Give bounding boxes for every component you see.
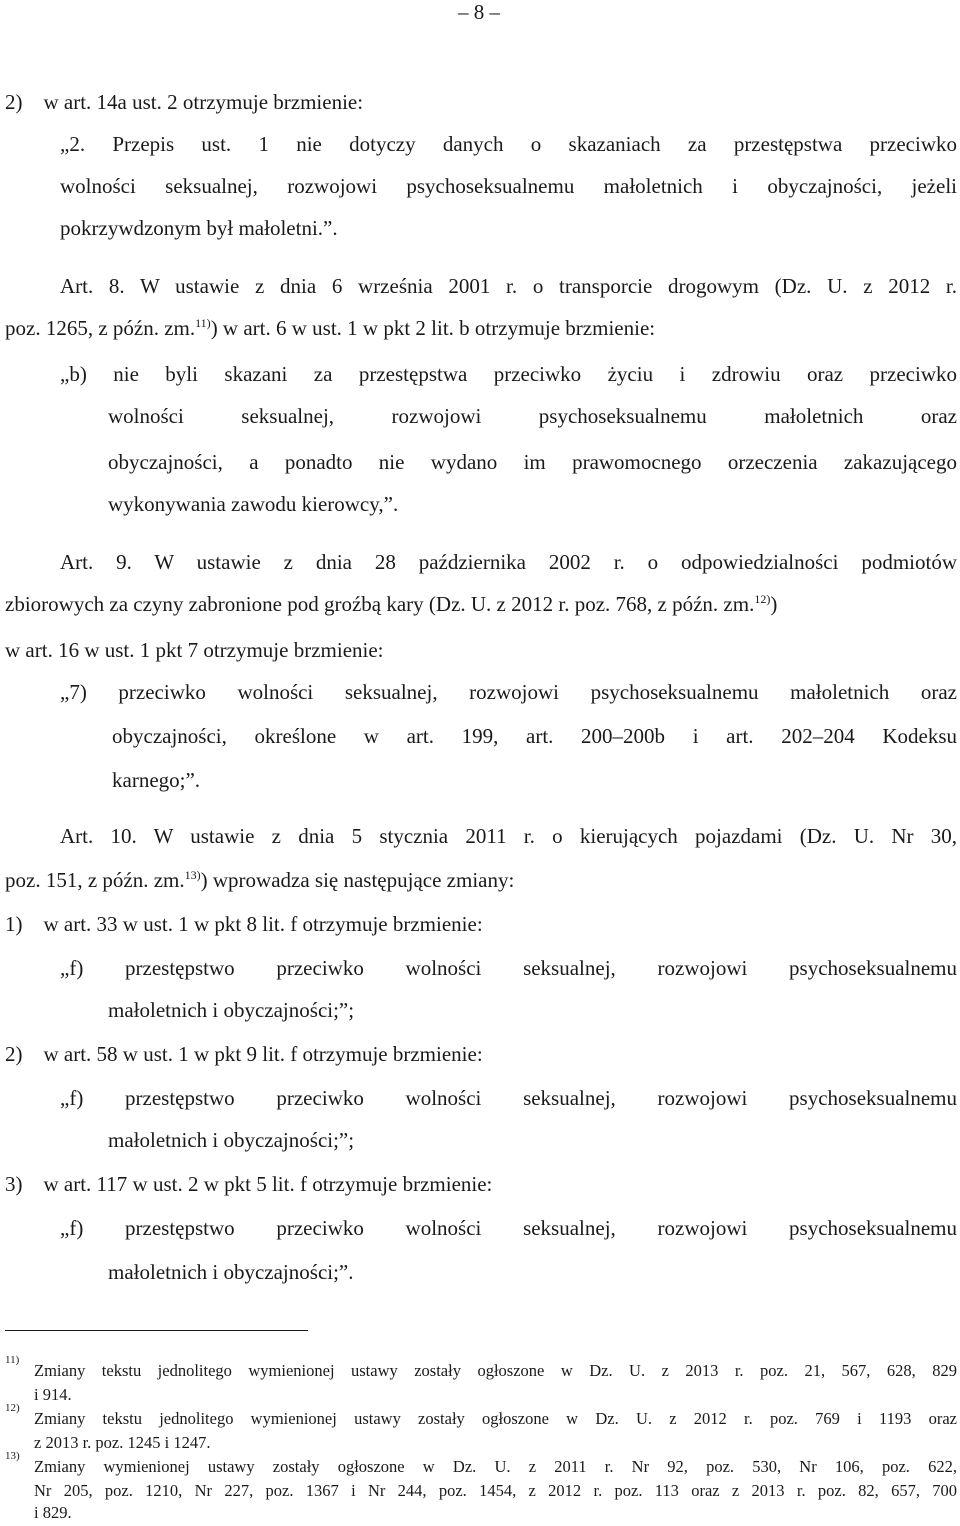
quote-line: obyczajności, określone w art. 199, art. 200–200b i art. 202–204 Kodeksu (112, 724, 957, 748)
item-3-heading: 3) w art. 117 w ust. 2 w pkt 5 lit. f otrzymuje brzmienie: (5, 1172, 493, 1196)
footnote-number: 12) (5, 1402, 20, 1414)
article-10-line: Art. 10. W ustawie z dnia 5 stycznia 2011 r. o kierujących pojazdami (Dz. U. Nr 30, (60, 824, 957, 848)
quote-line: „7) przeciwko wolności seksualnej, rozwojowi psychoseksualnemu małoletnich oraz (60, 680, 957, 704)
quote-line: obyczajności, a ponadto nie wydano im prawomocnego orzeczenia zakazującego (108, 450, 957, 474)
footnote-number: 13) (5, 1450, 20, 1462)
quote-line: małoletnich i obyczajności;”; (108, 998, 355, 1022)
quote-line: „f) przestępstwo przeciwko wolności seksualnej, rozwojowi psychoseksualnemu (60, 1086, 957, 1110)
quote-line: wolności seksualnej, rozwojowi psychoseksualnemu małoletnich i obyczajności, jeżeli (60, 174, 957, 198)
quote-line: małoletnich i obyczajności;”; (108, 1128, 355, 1152)
text-span: poz. 1265, z późn. zm. (5, 316, 196, 340)
footnote-text: Zmiany tekstu jednolitego wymienionej ustawy zostały ogłoszone w Dz. U. z 2013 r. poz. 21, 567, 628, 829 (34, 1361, 957, 1380)
text-span: ) (770, 592, 778, 616)
footnote-separator (5, 1330, 308, 1331)
footnote-text: z 2013 r. poz. 1245 i 1247. (34, 1433, 211, 1452)
quote-line: „f) przestępstwo przeciwko wolności seksualnej, rozwojowi psychoseksualnemu (60, 956, 957, 980)
quote-line: małoletnich i obyczajności;”. (108, 1260, 354, 1284)
footnote-text: Zmiany wymienionej ustawy zostały ogłoszone w Dz. U. z 2011 r. Nr 92, poz. 530, Nr 106, poz. 622, (34, 1457, 957, 1476)
footnote-ref-11: 11) (195, 316, 211, 330)
quote-line: wolności seksualnej, rozwojowi psychoseksualnemu małoletnich oraz (108, 404, 957, 428)
footnote-text: i 914. (34, 1385, 72, 1404)
quote-line: „f) przestępstwo przeciwko wolności seksualnej, rozwojowi psychoseksualnemu (60, 1216, 957, 1240)
text-span: poz. 151, z późn. zm. (5, 868, 185, 892)
footnote-number: 11) (5, 1354, 20, 1366)
text-span: ) wprowadza się następujące zmiany: (200, 868, 515, 892)
footnote-text: i 829. (34, 1503, 72, 1522)
footnote-ref-13: 13) (184, 868, 201, 882)
article-9-line (5, 590, 777, 618)
quote-line: „b) nie byli skazani za przestępstwa przeciwko życiu i zdrowiu oraz przeciwko (60, 362, 957, 386)
footnote-text: Nr 205, poz. 1210, Nr 227, poz. 1367 i Nr 244, poz. 1454, z 2012 r. poz. 113 oraz z 2013 r. poz. 82, 657, 700 (34, 1481, 957, 1500)
footnote-ref-12: 12) (754, 592, 771, 606)
quote-line: „2. Przepis ust. 1 nie dotyczy danych o skazaniach za przestępstwa przeciwko (60, 132, 957, 156)
text-span: ) w art. 6 w ust. 1 w pkt 2 lit. b otrzymuje brzmienie: (210, 316, 656, 340)
article-8-line: Art. 8. W ustawie z dnia 6 września 2001 r. o transporcie drogowym (Dz. U. z 2012 r. (60, 274, 957, 298)
article-10-line (5, 866, 514, 894)
page-number: – 8 – (458, 0, 500, 24)
item-2-heading: 2) w art. 14a ust. 2 otrzymuje brzmienie: (5, 90, 364, 114)
quote-line: karnego;”. (112, 768, 201, 792)
article-9-line: w art. 16 w ust. 1 pkt 7 otrzymuje brzmienie: (5, 638, 384, 662)
quote-line: wykonywania zawodu kierowcy,”. (108, 492, 399, 516)
footnote-text: Zmiany tekstu jednolitego wymienionej ustawy zostały ogłoszone w Dz. U. z 2012 r. poz. 769 i 1193 oraz (34, 1409, 957, 1428)
quote-line: pokrzywdzonym był małoletni.”. (60, 216, 338, 240)
item-1-heading: 1) w art. 33 w ust. 1 w pkt 8 lit. f otrzymuje brzmienie: (5, 912, 483, 936)
article-8-line (5, 314, 655, 342)
item-2-heading: 2) w art. 58 w ust. 1 w pkt 9 lit. f otrzymuje brzmienie: (5, 1042, 483, 1066)
text-span: zbiorowych za czyny zabronione pod groźbą kary (Dz. U. z 2012 r. poz. 768, z późn. zm. (5, 592, 755, 616)
article-9-line: Art. 9. W ustawie z dnia 28 października 2002 r. o odpowiedzialności podmiotów (60, 550, 957, 574)
